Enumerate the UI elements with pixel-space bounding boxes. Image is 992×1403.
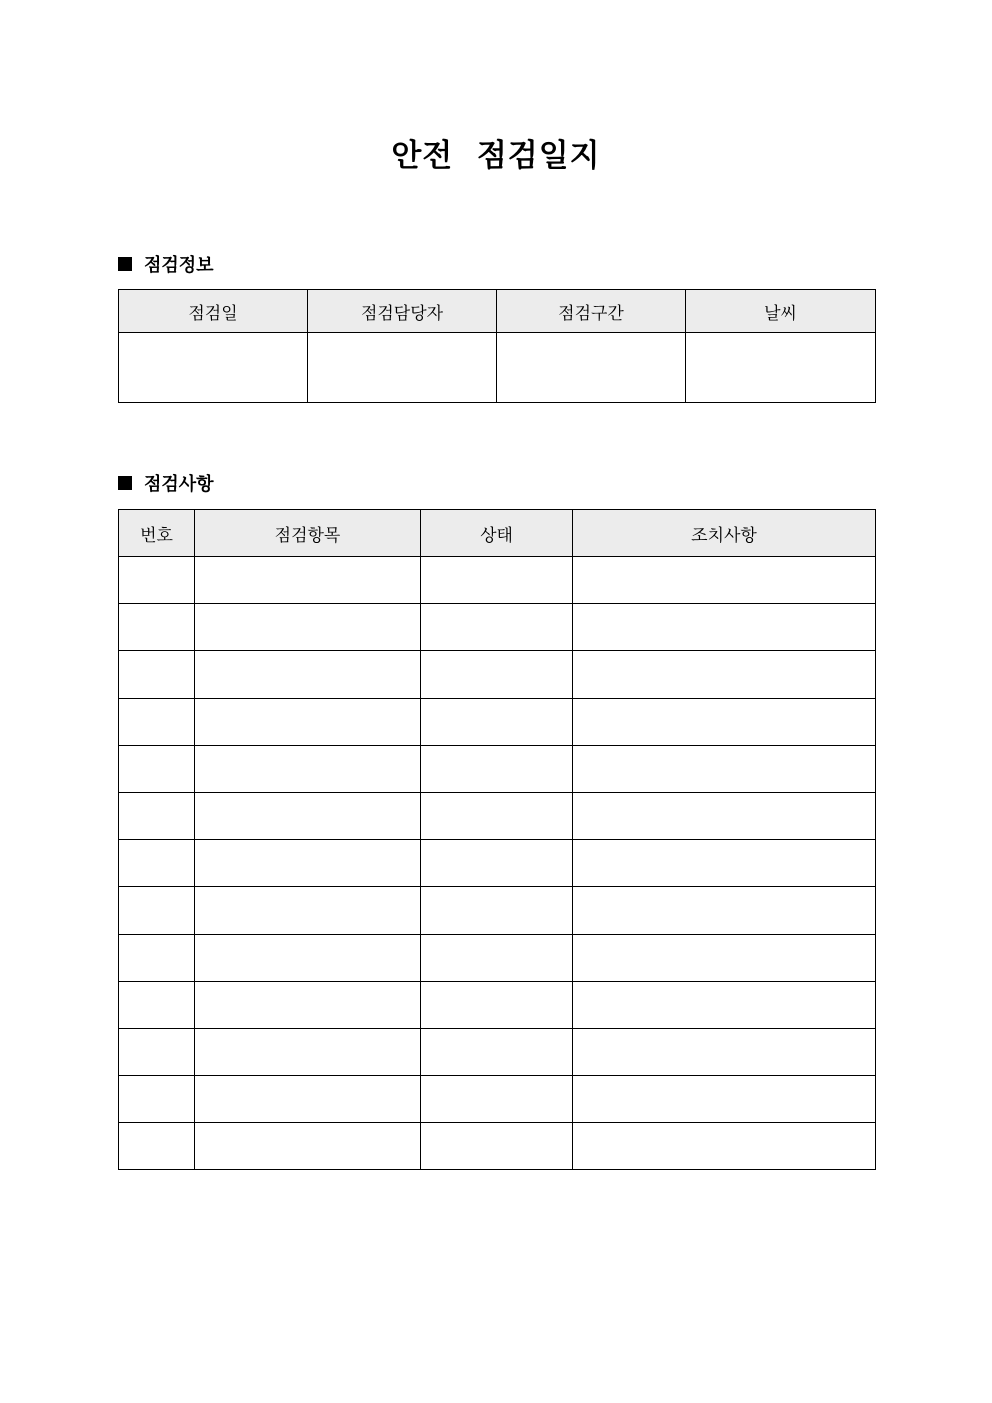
status-cell[interactable]	[421, 604, 573, 651]
status-cell[interactable]	[421, 934, 573, 981]
inspection-info-table	[118, 289, 876, 403]
number-cell[interactable]	[119, 840, 195, 887]
table-row	[119, 1076, 876, 1123]
inspection-item-cell[interactable]	[195, 1028, 421, 1075]
table-row	[119, 887, 876, 934]
action-taken-cell[interactable]	[573, 604, 876, 651]
status-cell[interactable]	[421, 1076, 573, 1123]
status-cell[interactable]	[421, 887, 573, 934]
items-section-heading	[118, 470, 214, 496]
inspection-item-cell[interactable]	[195, 698, 421, 745]
status-cell[interactable]	[421, 1123, 573, 1170]
number-cell[interactable]	[119, 1123, 195, 1170]
items-header-row	[119, 510, 876, 557]
inspection-item-cell[interactable]	[195, 981, 421, 1028]
number-cell[interactable]	[119, 557, 195, 604]
inspection-item-cell[interactable]	[195, 557, 421, 604]
inspection-section-cell[interactable]	[497, 333, 686, 403]
number-cell[interactable]	[119, 604, 195, 651]
number-cell[interactable]	[119, 792, 195, 839]
number-cell[interactable]	[119, 887, 195, 934]
number-cell[interactable]	[119, 1028, 195, 1075]
number-cell[interactable]	[119, 698, 195, 745]
header-weather: 날씨	[686, 290, 876, 333]
inspection-item-cell[interactable]	[195, 651, 421, 698]
table-row	[119, 840, 876, 887]
inspection-item-cell[interactable]	[195, 934, 421, 981]
inspection-items-table	[118, 509, 876, 1170]
header-status: 상태	[421, 510, 573, 557]
header-inspection-item: 점검항목	[195, 510, 421, 557]
number-cell[interactable]	[119, 651, 195, 698]
action-taken-cell[interactable]	[573, 651, 876, 698]
table-row	[119, 698, 876, 745]
action-taken-cell[interactable]	[573, 1076, 876, 1123]
action-taken-cell[interactable]	[573, 792, 876, 839]
action-taken-cell[interactable]	[573, 1123, 876, 1170]
action-taken-cell[interactable]	[573, 934, 876, 981]
action-taken-cell[interactable]	[573, 981, 876, 1028]
info-header-row	[119, 290, 876, 333]
inspection-item-cell[interactable]	[195, 1123, 421, 1170]
inspector-cell[interactable]	[308, 333, 497, 403]
table-row	[119, 1028, 876, 1075]
status-cell[interactable]	[421, 557, 573, 604]
inspection-item-cell[interactable]	[195, 840, 421, 887]
action-taken-cell[interactable]	[573, 557, 876, 604]
info-section-heading-label: 점검정보	[144, 255, 214, 276]
header-inspector: 점검담당자	[308, 290, 497, 333]
inspection-item-cell[interactable]	[195, 792, 421, 839]
header-number: 번호	[119, 510, 195, 557]
inspection-item-cell[interactable]	[195, 604, 421, 651]
action-taken-cell[interactable]	[573, 698, 876, 745]
header-inspection-date: 점검일	[119, 290, 308, 333]
status-cell[interactable]	[421, 651, 573, 698]
table-row	[119, 934, 876, 981]
square-bullet-icon	[118, 257, 132, 271]
number-cell[interactable]	[119, 934, 195, 981]
weather-cell[interactable]	[686, 333, 876, 403]
table-row	[119, 604, 876, 651]
table-row	[119, 981, 876, 1028]
number-cell[interactable]	[119, 1076, 195, 1123]
items-section-heading-label: 점검사항	[144, 474, 214, 495]
inspection-item-cell[interactable]	[195, 745, 421, 792]
status-cell[interactable]	[421, 792, 573, 839]
table-row	[119, 792, 876, 839]
items-table-body	[119, 557, 876, 1170]
action-taken-cell[interactable]	[573, 840, 876, 887]
action-taken-cell[interactable]	[573, 745, 876, 792]
status-cell[interactable]	[421, 1028, 573, 1075]
document-title: 안전 점검일지	[391, 138, 601, 174]
action-taken-cell[interactable]	[573, 1028, 876, 1075]
info-value-row	[119, 333, 876, 403]
info-section-heading	[118, 251, 214, 277]
header-inspection-section: 점검구간	[497, 290, 686, 333]
number-cell[interactable]	[119, 981, 195, 1028]
inspection-date-cell[interactable]	[119, 333, 308, 403]
table-row	[119, 745, 876, 792]
table-row	[119, 557, 876, 604]
square-bullet-icon	[118, 476, 132, 490]
status-cell[interactable]	[421, 745, 573, 792]
number-cell[interactable]	[119, 745, 195, 792]
status-cell[interactable]	[421, 981, 573, 1028]
header-action-taken: 조치사항	[573, 510, 876, 557]
inspection-item-cell[interactable]	[195, 887, 421, 934]
table-row	[119, 1123, 876, 1170]
action-taken-cell[interactable]	[573, 887, 876, 934]
inspection-item-cell[interactable]	[195, 1076, 421, 1123]
status-cell[interactable]	[421, 840, 573, 887]
status-cell[interactable]	[421, 698, 573, 745]
table-row	[119, 651, 876, 698]
